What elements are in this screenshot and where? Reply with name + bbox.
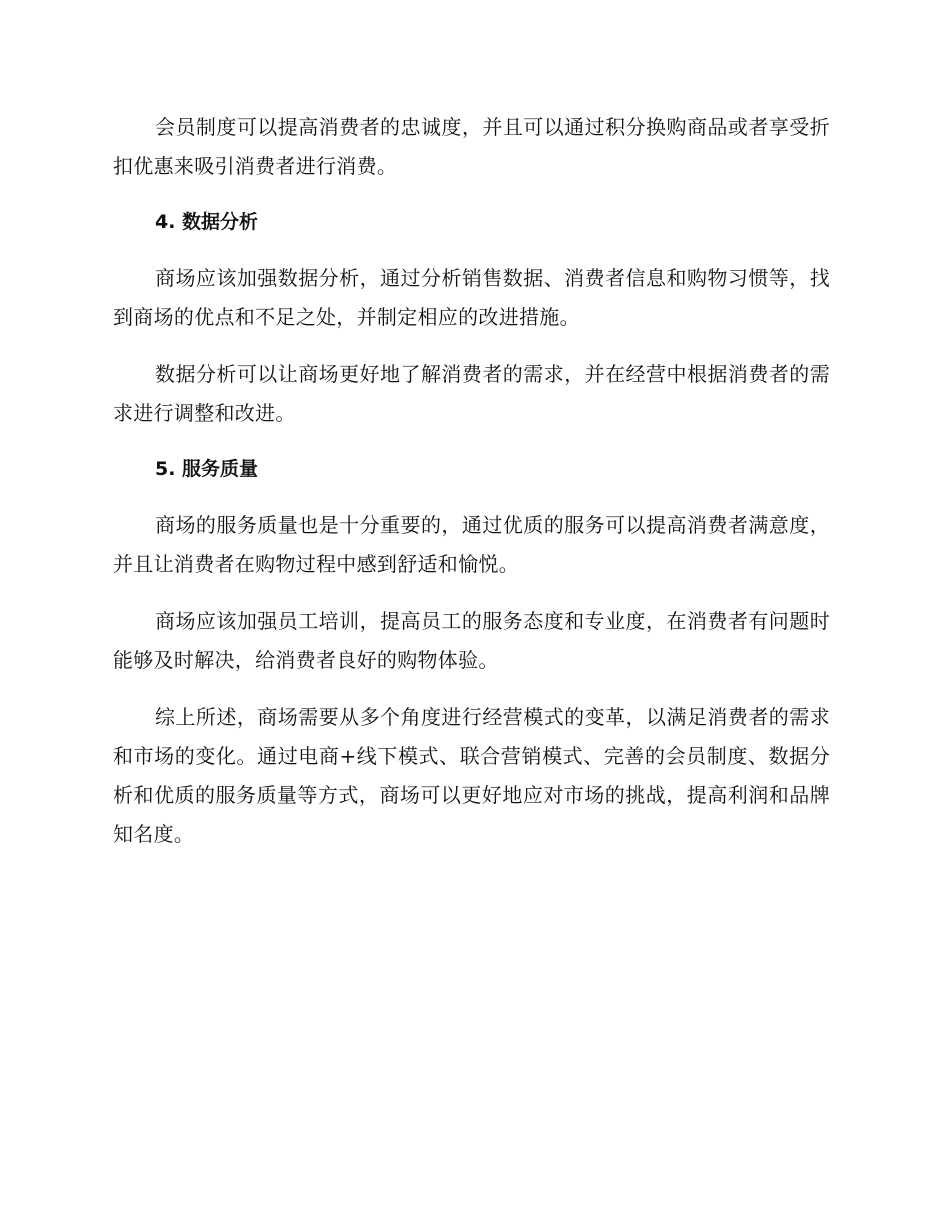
paragraph-service-quality-2: 商场应该加强员工培训，提高员工的服务态度和专业度，在消费者有问题时能够及时解决，给消费者良好的购物体验。 [113,609,830,672]
heading-service-quality: 5. 服务质量 [155,458,259,480]
paragraph-summary: 综上所述，商场需要从多个角度进行经营模式的变革，以满足消费者的需求和市场的变化。通过电商+线下模式、联合营销模式、完善的会员制度、数据分析和优质的服务质量等方式，商场可以更好地应对市场的挑战，提高利润和品牌知名度。 [113,705,830,846]
paragraph-membership: 会员制度可以提高消费者的忠诚度，并且可以通过积分换购商品或者享受折扣优惠来吸引消费者进行消费。 [113,115,830,178]
paragraph-service-quality-1: 商场的服务质量也是十分重要的，通过优质的服务可以提高消费者满意度，并且让消费者在购物过程中感到舒适和愉悦。 [113,513,830,576]
paragraph-data-analysis-1: 商场应该加强数据分析，通过分析销售数据、消费者信息和购物习惯等，找到商场的优点和不足之处，并制定相应的改进措施。 [113,266,830,329]
heading-data-analysis: 4. 数据分析 [155,211,259,233]
paragraph-data-analysis-2: 数据分析可以让商场更好地了解消费者的需求，并在经营中根据消费者的需求进行调整和改进。 [113,362,830,425]
